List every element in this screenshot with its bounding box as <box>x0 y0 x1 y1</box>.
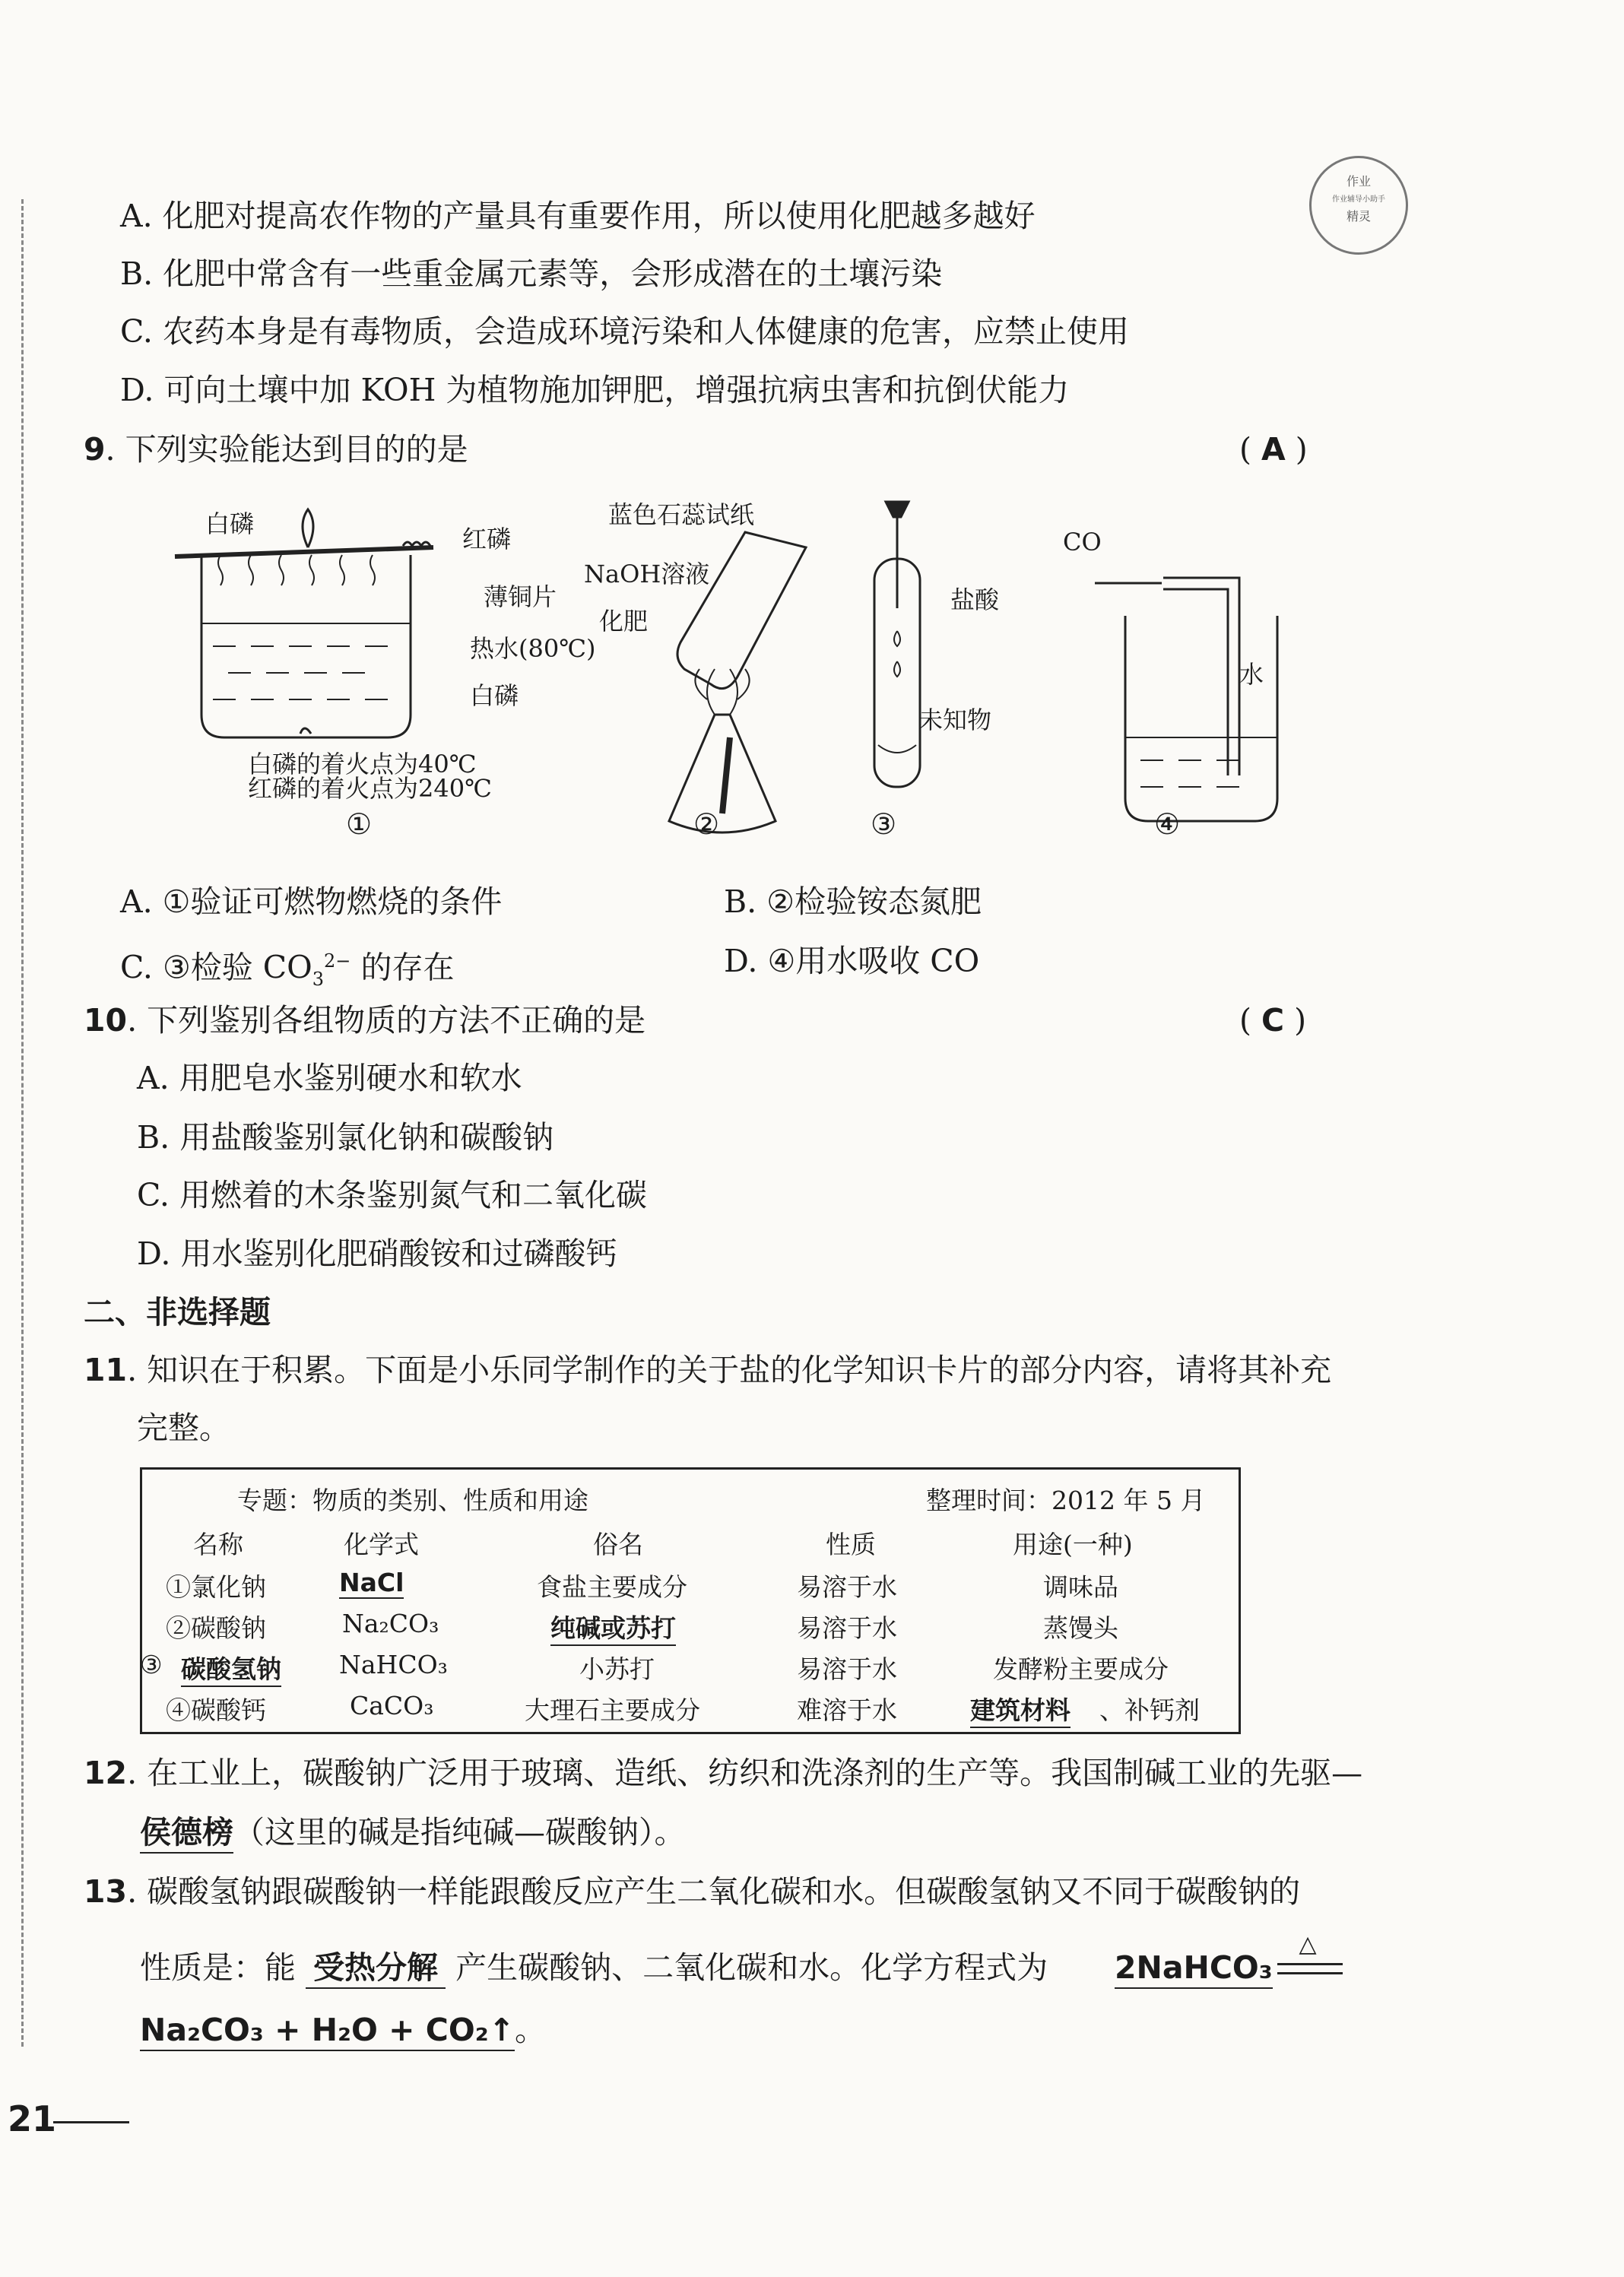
q9-option-c <box>120 941 454 999</box>
homework-stamp <box>1309 156 1408 255</box>
card-row3-prefix: ③ <box>140 1650 163 1679</box>
card-row2-use: 蒸馒头 <box>1043 1613 1118 1643</box>
binding-margin-line <box>21 199 24 2047</box>
card-row2-common: 纯碱或苏打 <box>550 1609 676 1646</box>
q10-option-c: C. 用燃着的木条鉴别氮气和二氧化碳 <box>137 1177 647 1213</box>
q9-option-c-sup: 2− <box>324 950 351 972</box>
q9-option-b: B. ②检验铵态氮肥 <box>724 883 982 920</box>
card-header-common: 俗名 <box>593 1530 643 1559</box>
fig2-naoh: NaOH溶液 <box>584 560 710 588</box>
fig1-red-p: 红磷 <box>462 525 512 553</box>
q10-number: 10 <box>84 1002 128 1039</box>
q10-option-a: A. 用肥皂水鉴别硬水和软水 <box>137 1060 522 1096</box>
q8-option-b: B. 化肥中常含有一些重金属元素等，会形成潜在的土壤污染 <box>120 255 943 292</box>
q13-line1 <box>84 1872 1300 1911</box>
q11-stem-cont: 完整。 <box>137 1410 230 1446</box>
stamp-top: 作业 <box>1346 174 1371 189</box>
q13-eq-right: Na₂CO₃ + H₂O + CO₂↑ <box>140 2010 515 2051</box>
q13-equals-bottom <box>1277 1972 1343 1974</box>
q9-option-c-text: C. ③检验 CO <box>120 949 312 986</box>
q13-text2a: 性质是：能 <box>140 1949 296 1986</box>
q9-stem <box>84 430 468 469</box>
q13-text2b: 产生碳酸钠、二氧化碳和水。化学方程式为 <box>455 1949 1048 1986</box>
card-row2-formula: Na₂CO₃ <box>342 1609 439 1638</box>
card-row4-use: 建筑材料 <box>970 1691 1071 1728</box>
stamp-middle: 作业辅导小助手 <box>1332 195 1385 204</box>
q9-answer: A <box>1261 431 1286 468</box>
q12-text2: （这里的碱是指纯碱—碳酸钠）。 <box>233 1814 686 1850</box>
fig2-litmus: 蓝色石蕊试纸 <box>608 500 755 529</box>
q10-answer: C <box>1261 1002 1285 1039</box>
card-row1-use: 调味品 <box>1043 1572 1118 1602</box>
card-row4-formula: CaCO₃ <box>350 1691 434 1720</box>
card-row1-prop: 易溶于水 <box>797 1572 897 1602</box>
card-row3-prop: 易溶于水 <box>797 1654 897 1684</box>
fig1-note1: 白磷的着火点为40℃ <box>248 750 477 779</box>
q9-option-c-tail: 的存在 <box>350 949 455 986</box>
q13-answer1: 受热分解 <box>306 1948 446 1989</box>
card-row1-common: 食盐主要成分 <box>537 1572 687 1602</box>
q12-text: . 在工业上，碳酸钠广泛用于玻璃、造纸、纺织和洗涤剂的生产等。我国制碱工业的先驱— <box>127 1755 1363 1791</box>
card-row1-name: ①氯化钠 <box>166 1572 266 1602</box>
q12-number: 12 <box>84 1755 128 1791</box>
fig1-hot-water: 热水(80℃) <box>470 634 596 663</box>
q10-stem <box>84 1001 645 1040</box>
card-row3-formula: NaHCO₃ <box>339 1650 448 1679</box>
q9-number: 9 <box>84 431 106 468</box>
q9-option-a: A. ①验证可燃物燃烧的条件 <box>120 883 503 920</box>
q10-text: . 下列鉴别各组物质的方法不正确的是 <box>127 1002 646 1039</box>
q8-option-a: A. 化肥对提高农作物的产量具有重要作用，所以使用化肥越多越好 <box>120 198 1036 234</box>
q13-text: . 碳酸氢钠跟碳酸钠一样能跟酸反应产生二氧化碳和水。但碳酸氢钠又不同于碳酸钠的 <box>127 1873 1301 1910</box>
q13-equation-left <box>1115 1948 1273 1989</box>
card-row1-formula: NaCl <box>339 1568 404 1597</box>
fig3-unknown: 未知物 <box>918 706 992 734</box>
q11-number: 11 <box>84 1352 128 1388</box>
q13-eq-left: 2NaHCO₃ <box>1115 1948 1273 1989</box>
q12-answer: 侯德榜 <box>140 1812 233 1854</box>
fig4-label: ④ <box>1154 807 1181 841</box>
fig4-co: CO <box>1063 528 1102 557</box>
fig1-copper: 薄铜片 <box>484 582 557 611</box>
card-row3-common: 小苏打 <box>579 1654 655 1684</box>
card-row4-prop: 难溶于水 <box>797 1695 897 1725</box>
q13-line3 <box>140 2010 546 2051</box>
q9-answer-bracket: ( A ) <box>1239 431 1308 468</box>
fig3-label: ③ <box>871 807 897 841</box>
q13-equals-top <box>1277 1963 1343 1965</box>
q8-option-d: D. 可向土壤中加 KOH 为植物施加钾肥，增强抗病虫害和抗倒伏能力 <box>120 372 1070 408</box>
q13-end: 。 <box>515 2012 547 2048</box>
fig1-copper-plate <box>175 547 433 557</box>
q12-line1 <box>84 1753 1362 1793</box>
card-row4-name: ④碳酸钙 <box>166 1695 266 1725</box>
card-header-prop: 性质 <box>826 1530 876 1559</box>
stamp-bottom: 精灵 <box>1346 209 1371 224</box>
q9-option-d: D. ④用水吸收 CO <box>724 943 980 979</box>
q12-line2 <box>140 1812 686 1854</box>
card-row4-use-tail: 、补钙剂 <box>1099 1695 1200 1725</box>
q13-number: 13 <box>84 1873 128 1910</box>
card-time: 整理时间：2012 年 5 月 <box>926 1486 1206 1515</box>
q11-text: . 知识在于积累。下面是小乐同学制作的关于盐的化学知识卡片的部分内容，请将其补充 <box>127 1352 1332 1388</box>
card-row2-prop: 易溶于水 <box>797 1613 897 1643</box>
card-row4-common: 大理石主要成分 <box>525 1695 700 1725</box>
fig1-white-p-top: 白磷 <box>205 509 255 538</box>
fig4-water: 水 <box>1239 660 1264 689</box>
q13-line2 <box>140 1948 1048 1989</box>
fig1-note2: 红磷的着火点为240℃ <box>248 774 492 803</box>
page-number-rule <box>53 2121 129 2123</box>
fig1-white-p-bottom: 白磷 <box>470 681 519 710</box>
q10-option-d: D. 用水鉴别化肥硝酸铵和过磷酸钙 <box>137 1235 617 1272</box>
card-row3-name: 碳酸氢钠 <box>181 1650 281 1687</box>
q10-option-b: B. 用盐酸鉴别氯化钠和碳酸钠 <box>137 1119 554 1156</box>
q9-text: . 下列实验能达到目的的是 <box>105 431 468 468</box>
section-heading: 二、非选择题 <box>84 1294 271 1330</box>
q13-delta: △ <box>1299 1931 1317 1958</box>
fig1-label: ① <box>346 807 373 841</box>
card-header-name: 名称 <box>193 1530 243 1559</box>
card-header-formula: 化学式 <box>344 1530 419 1559</box>
card-topic: 专题：物质的类别、性质和用途 <box>237 1486 588 1515</box>
fig3-hcl: 盐酸 <box>950 585 1000 614</box>
q10-answer-bracket: ( C ) <box>1239 1002 1307 1039</box>
q9-option-c-sub: 3 <box>312 968 325 990</box>
q8-option-c: C. 农药本身是有毒物质，会造成环境污染和人体健康的危害，应禁止使用 <box>120 313 1129 350</box>
card-row2-name: ②碳酸钠 <box>166 1613 266 1643</box>
card-row3-use: 发酵粉主要成分 <box>993 1654 1169 1684</box>
card-header-use: 用途(一种) <box>1013 1530 1133 1559</box>
fig2-label: ② <box>693 807 720 841</box>
page-number: 21 <box>8 2098 57 2139</box>
fig2-fertilizer: 化肥 <box>599 607 649 636</box>
q11-stem <box>84 1350 1331 1390</box>
